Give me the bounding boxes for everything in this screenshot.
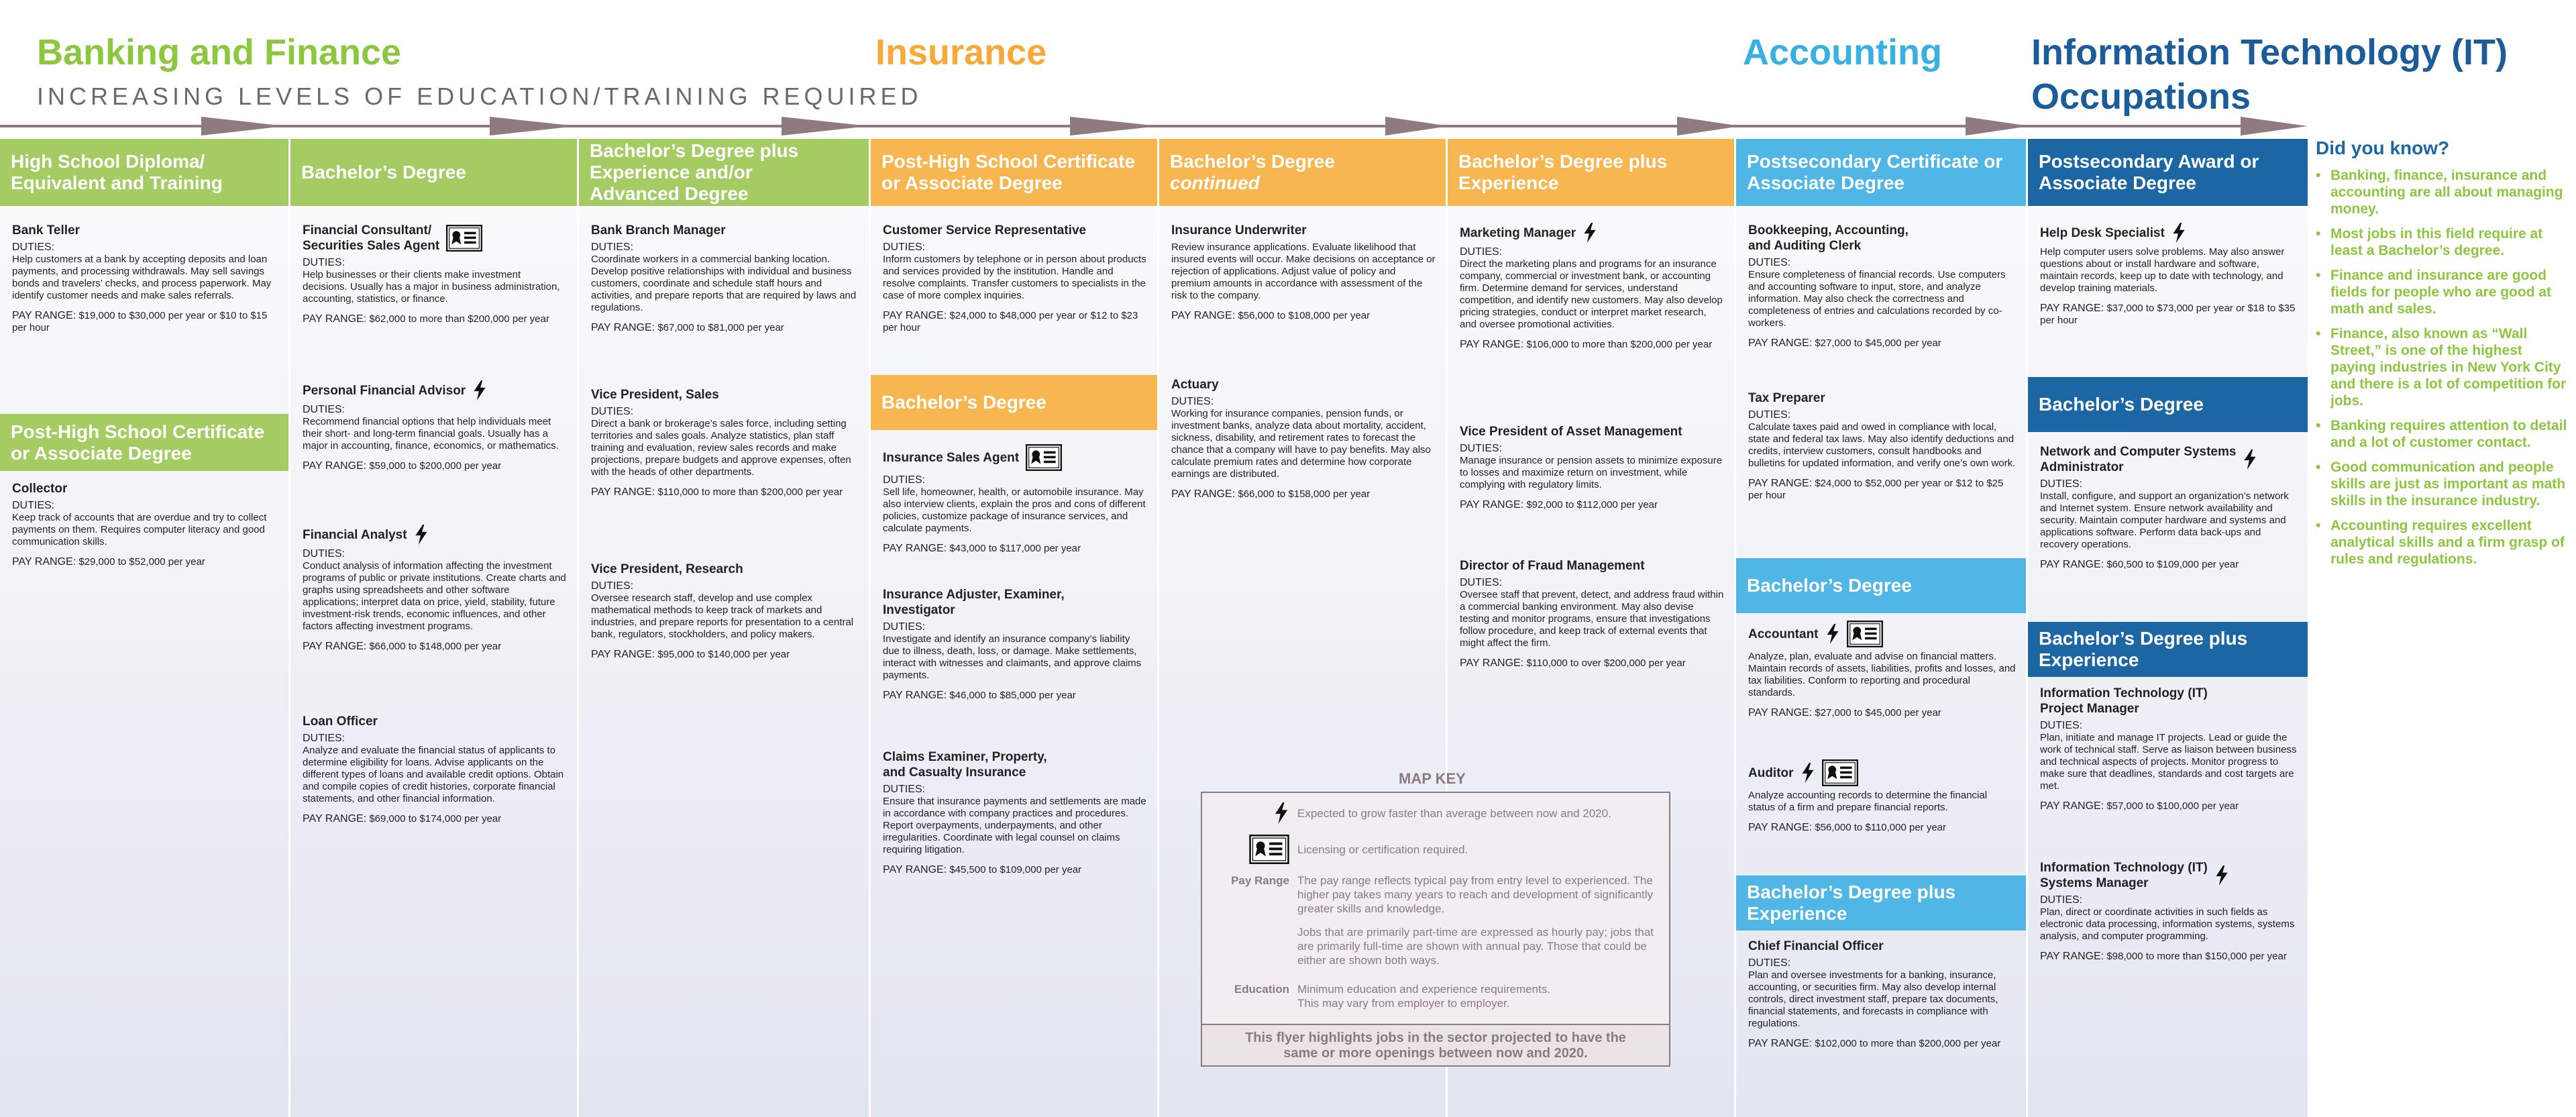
header-line: Equivalent and Training [11,172,223,193]
job-title: Bank Teller [12,223,80,237]
column-header-tertiary [2028,622,2308,677]
pay-range [591,649,859,661]
header-line: or Associate Degree [11,442,192,464]
job-personal-financial-advisor [303,380,568,472]
job-description: Working for insurance companies, pension funds, or investment banks, analyze data about mortality, accident, sickness, disability, and retirement rates to forecast the chance that a company will have to pay benefits. May also calculate premium rates and determine how corporate earnings are distributed. [1171,408,1431,480]
pay-range-label: PAY RANGE: [1460,339,1524,350]
pay-range-value: $60,500 to $109,000 per year [2106,559,2239,570]
job-description: Ensure that insurance payments and settlements are made in accordance with company practices and procedures. Report overpayments, underpayments, and other irregularities. Coordinate with legal counsel on claims requiring litigation. [883,796,1146,855]
column-header [0,139,288,206]
did-you-know-item: • Finance, also known as “Wall Street,” is one of the highest paying industries in New York City and there is a lot of competition for jobs. [2316,325,2571,409]
column-banking-high-school [0,139,288,1117]
growth-bolt-icon [2171,223,2186,243]
arrow-head-7 [1966,117,2029,136]
header-line: Bachelor’s Degree plus [2039,628,2248,649]
header-line: or Associate Degree [881,172,1063,193]
column-insurance-associate [871,139,1157,1117]
arrow-head-6 [1677,117,1741,136]
pay-range-label: PAY RANGE: [1460,657,1524,669]
header-line: Experience [1458,172,1559,193]
pay-range-value: $45,500 to $109,000 per year [949,864,1082,875]
job-title: Bank Branch Manager [591,223,726,237]
header-line: Bachelor’s Degree plus [590,140,799,161]
pay-range-label: PAY RANGE: [12,556,76,568]
duties-label: DUTIES: [591,242,634,253]
job-title: Insurance Adjuster, Examiner, Investigator [883,588,1065,617]
pay-range [883,543,1148,555]
arrow-head-8 [2241,117,2308,136]
duties-label: DUTIES: [2040,720,2083,731]
column-header-tertiary [1736,875,2026,930]
job-title: Network and Computer Systems Administrator [2040,445,2237,474]
map-key-growth-text: Expected to grow faster than average between now and 2020. [1297,807,1611,820]
header-line-continued: continued [1170,172,1260,193]
duties-label: DUTIES: [1748,257,1791,268]
job-bookkeeping-clerk [1748,223,2017,350]
section-title-it [2031,30,2508,119]
pay-range [2040,951,2298,963]
duties-label: DUTIES: [2040,894,2083,906]
pay-range-label: PAY RANGE: [12,310,76,321]
growth-bolt-icon [1801,763,1815,783]
pay-range-label: PAY RANGE: [303,641,367,652]
arrow-head-3 [782,117,869,136]
growth-bolt-icon [414,525,429,545]
duties-label: DUTIES: [591,580,634,592]
map-key-education-label: Education [1234,983,1289,996]
pay-range-value: $66,000 to $158,000 per year [1238,488,1371,500]
job-title: Help Desk Specialist [2040,225,2165,240]
pay-range-value: $56,000 to $110,000 per year [1815,822,1947,833]
pay-range-label: PAY RANGE: [883,864,947,875]
job-description: Recommend financial options that help individuals meet their short- and long-term financial goals. Usually has a major in accounting, finance, economics, or mathematics. [303,416,559,451]
pay-range [303,460,568,472]
header-line: Advanced Degree [590,183,749,204]
map-key-pay-label: Pay Range [1231,874,1289,887]
job-tax-preparer [1748,390,2017,502]
license-icon [1026,444,1062,471]
pay-range-label: PAY RANGE: [1748,707,1813,719]
duties-label: DUTIES: [1460,246,1503,258]
job-help-desk-specialist [2040,223,2298,327]
duties-label: DUTIES: [1460,443,1503,454]
duties-label: DUTIES: [2040,478,2083,490]
header-line: Bachelor’s Degree plus [1747,882,1956,902]
map-key-title: MAP KEY [1399,770,1466,787]
job-description: Plan, initiate and manage IT projects. Lead or guide the work of technical staff. Serve as liaison between business and technical aspects of projects. Monitor progress to make sure that deadlines, standards and cost targets are met. [2040,732,2297,792]
duties-label: DUTIES: [883,242,926,253]
column-header-secondary [0,414,288,471]
pay-range [1748,337,2017,350]
arrow-head-1 [201,117,285,136]
pay-range-value: $110,000 to over $200,000 per year [1526,657,1686,669]
did-you-know-title: Did you know? [2316,138,2450,158]
map-key-education-text: Minimum education and experience requirements. This may vary from employer to employer. [1297,983,1551,1010]
column-header [1448,139,1734,206]
column-header-secondary [1736,558,2026,613]
subtitle-education-levels: INCREASING LEVELS OF EDUCATION/TRAINING REQUIRED [37,83,922,110]
growth-bolt-icon [1273,802,1289,824]
job-title: Director of Fraud Management [1460,559,1645,573]
pay-range [303,313,568,325]
pay-range [12,556,279,568]
growth-bolt-icon [2243,449,2257,470]
pay-range-label: PAY RANGE: [1748,1038,1813,1049]
pay-range-label: PAY RANGE: [1460,499,1524,511]
header-line: Experience and/or [590,162,753,182]
pay-range-value: $57,000 to $100,000 per year [2106,800,2239,812]
pay-range-value: $24,000 to $48,000 per year or $12 to $23 per hour [883,310,1138,333]
arrow-head-2 [490,117,577,136]
job-description: Plan, direct or coordinate activities in such fields as electronic data processing, information systems, systems analysis, and computer programming. [2040,906,2295,942]
column-banking-bachelors [290,139,577,1117]
duties-label: DUTIES: [1748,409,1791,421]
duties-label: DUTIES: [883,474,926,486]
job-title: Accountant [1748,627,1819,641]
pay-range-label: PAY RANGE: [883,310,947,321]
job-description: Analyze, plan, evaluate and advise on financial matters. Maintain records of assets, liabilities, profits and losses, and tax liabilities. Conform to reporting and procedural standards. [1748,651,2016,698]
did-you-know-item: • Accounting requires excellent analytical skills and a firm grasp of rules and regulations. [2316,517,2571,568]
pay-range-label: PAY RANGE: [1748,478,1813,489]
job-description: Calculate taxes paid and owed in compliance with local, state and federal tax laws. May also identify deductions and credits, interview customers, consult handbooks and bulletins for updated information, and verify one’s own work. [1748,421,2016,469]
job-it-project-manager [2040,686,2298,812]
pay-range-value: $69,000 to $174,000 per year [369,813,502,825]
pay-range-label: PAY RANGE: [2040,951,2104,962]
job-actuary [1171,377,1436,500]
pay-range-value: $24,000 to $52,000 per year or $12 to $25 per hour [1748,478,2004,501]
job-bank-branch-manager [591,223,859,334]
job-loan-officer [303,714,568,825]
growth-bolt-icon [1825,624,1840,644]
job-insurance-sales-agent [883,444,1148,555]
job-description: Sell life, homeowner, health, or automobile insurance. May also interview clients, explain the pros and cons of different policies, customize package of insurance services, and calculate payments. [883,486,1146,534]
pay-range-label: PAY RANGE: [303,313,367,325]
map-key-license-text: Licensing or certification required. [1297,843,1468,856]
job-title: Chief Financial Officer [1748,939,1884,953]
job-description: Inform customers by telephone or in person about products and services provided by the institution. Handle and resolve complaints. Transfer customers to specialists in the case of more complex inquiries. [883,254,1146,301]
job-title: Loan Officer [303,714,378,729]
job-description: Plan and oversee investments for a banking, insurance, accounting, or securities firm. May also develop internal controls, direct investment staff, prepare tax documents, financial statements, and forecasts in compliance with regulations. [1748,969,1998,1029]
arrow-head-4 [1070,117,1159,136]
pay-range [1171,310,1436,322]
pay-range [303,641,568,653]
column-header-secondary [2028,377,2308,432]
section-title-insurance: Insurance [875,32,1047,72]
job-title: Tax Preparer [1748,391,1825,405]
pay-range [1748,478,2017,502]
job-vp-research [591,562,859,661]
duties-label: DUTIES: [1748,957,1791,969]
pay-range-label: PAY RANGE: [303,813,367,825]
pay-range-value: $98,000 to more than $150,000 per year [2106,951,2287,962]
job-description: Oversee staff that prevent, detect, and address fraud within a commercial banking environment. May also devise testing and monitor programs, ensure that investigations follow procedure, and keep track of external events that might affect the firm. [1460,589,1724,649]
job-description: Keep track of accounts that are overdue and try to collect payments on them. Requires computer literacy and good communication skills. [12,512,267,547]
license-icon [1822,759,1858,786]
growth-bolt-icon [472,380,487,401]
job-description: Install, configure, and support an organization’s network and Internet system. Ensure network availability and security. Maintain computer hardware and systems and applications software. Perform data back-ups and recovery operations. [2040,490,2289,550]
job-title: Financial Analyst [303,527,407,542]
pay-range [2040,800,2298,812]
education-progression-arrows [0,113,2308,140]
did-you-know-item: • Banking requires attention to detail and a lot of customer contact. [2316,417,2571,451]
job-title: Financial Consultant/ Securities Sales Agent [303,223,440,253]
pay-range [303,813,568,825]
job-auditor [1748,759,2017,834]
pay-range-label: PAY RANGE: [2040,303,2104,314]
job-description: Manage insurance or pension assets to minimize exposure to losses and maximize return on investment, while complying with regulatory limits. [1460,455,1723,490]
job-title: Bookkeeping, Accounting, and Auditing Clerk [1748,223,1909,253]
did-you-know-panel [2316,138,2571,576]
pay-range-value: $106,000 to more than $200,000 per year [1526,339,1713,350]
column-header [871,139,1157,206]
job-collector [12,481,279,568]
section-title-accounting: Accounting [1743,32,1942,72]
pay-range-value: $19,000 to $30,000 per year or $10 to $15 per hour [12,310,268,333]
pay-range-value: $43,000 to $117,000 per year [949,543,1081,554]
did-you-know-item: • Most jobs in this field require at least a Bachelor’s degree. [2316,225,2571,259]
duties-label: DUTIES: [303,257,345,268]
pay-range [1171,488,1436,500]
job-description: Help computer users solve problems. May also answer questions about or install hardware and software, maintain records, keep up to date with technology, and develop training materials. [2040,246,2285,294]
job-description: Analyze and evaluate the financial status of applicants to determine eligibility for loans. Advise applicants on the different types of loans and available credit options. Obtain and compile copies of credit histories, corporate financial statements, and other financial information. [303,745,564,804]
pay-range-value: $59,000 to $200,000 per year [369,460,502,472]
header-line: Post-High School Certificate [11,421,265,442]
pay-range [1748,707,2017,719]
job-title: Collector [12,482,68,496]
pay-range-label: PAY RANGE: [1171,310,1236,321]
pay-range-value: $46,000 to $85,000 per year [949,690,1076,701]
header-line: Associate Degree [1747,172,1905,193]
header-line: Associate Degree [2039,172,2197,193]
job-description: Conduct analysis of information affecting the investment programs of public or private institutions. Create charts and graphs using spreadsheets and other software applications; interpret data on price, yield, stability, future investment-risk trends, economic influences, and other factors affecting investment programs. [303,560,566,632]
pay-range-label: PAY RANGE: [1748,337,1813,349]
job-title: Vice President, Sales [591,388,719,402]
pay-range [1460,657,1725,670]
job-marketing-manager [1460,223,1725,351]
pay-range-value: $29,000 to $52,000 per year [78,556,205,568]
job-title: Auditor [1748,765,1794,780]
section-title-banking: Banking and Finance [37,32,402,72]
pay-range-value: $67,000 to $81,000 per year [657,322,784,333]
pay-range [2040,303,2298,327]
header-line: Experience [1747,903,1847,924]
job-insurance-underwriter [1171,223,1436,322]
header-line: Bachelor’s Degree plus [1458,151,1668,172]
license-icon [1847,621,1883,647]
pay-range [591,486,859,498]
header-line: Bachelor’s Degree [881,392,1046,413]
duties-label: DUTIES: [303,548,345,560]
job-vp-asset-management [1460,424,1725,511]
duties-label: DUTIES: [303,404,345,415]
job-it-systems-manager [2040,860,2298,963]
map-key [1201,792,1670,1067]
column-header [1736,139,2026,206]
job-title: Marketing Manager [1460,225,1576,240]
column-header-secondary [871,375,1157,430]
job-title: Claims Examiner, Property, and Casualty Insurance [883,750,1047,780]
pay-range-label: PAY RANGE: [883,543,947,554]
pay-range-value: $92,000 to $112,000 per year [1526,499,1658,511]
job-claims-examiner [883,749,1148,876]
job-description: Direct the marketing plans and programs for an insurance company, commercial or investment bank, or accounting firm. Determine demand for services, understand competition, and identify new customers. May also develop pricing strategies, conduct or interpret market research, and oversee promotional activities. [1460,258,1723,330]
did-you-know-item: • Finance and insurance are good fields for people who are good at math and sales. [2316,267,2571,317]
job-description: Coordinate workers in a commercial banking location. Develop positive relationships with individual and business customers, coordinate and schedule staff hours and activities, and prepare reports that are required by laws and regulations. [591,254,857,313]
pay-range-label: PAY RANGE: [591,649,655,660]
job-director-fraud-management [1460,558,1725,670]
pay-range-value: $110,000 to more than $200,000 per year [657,486,843,498]
header-line: Experience [2039,649,2139,670]
pay-range-label: PAY RANGE: [591,486,655,498]
pay-range-value: $66,000 to $148,000 per year [369,641,502,652]
pay-range [1460,339,1725,351]
job-title: Customer Service Representative [883,223,1087,237]
did-you-know-item: • Banking, finance, insurance and accounting are all about managing money. [2316,167,2571,217]
pay-range-label: PAY RANGE: [1171,488,1236,500]
job-description: Analyze accounting records to determine the financial status of a firm and prepare financial reports. [1748,790,1988,813]
pay-range-label: PAY RANGE: [883,690,947,701]
job-financial-consultant [303,223,568,325]
header-line: Bachelor’s Degree [301,162,466,182]
job-accountant [1748,621,2017,719]
header-line: Bachelor’s Degree [2039,394,2204,415]
job-title: Insurance Underwriter [1171,223,1307,237]
column-header [579,139,869,206]
header-line: High School Diploma/ [11,151,205,172]
pay-range-value: $62,000 to more than $200,000 per year [369,313,549,325]
pay-range [883,310,1148,334]
job-customer-service-rep [883,223,1148,334]
did-you-know-list [2316,167,2571,568]
job-title: Vice President, Research [591,562,743,576]
column-header [1159,139,1446,206]
pay-range-value: $95,000 to $140,000 per year [657,649,790,660]
job-title: Actuary [1171,378,1219,392]
column-banking-bachelors-plus [579,139,869,1117]
job-title: Information Technology (IT) Systems Manager [2040,861,2208,890]
pay-range-value: $27,000 to $45,000 per year [1815,337,1941,349]
license-icon [446,225,482,252]
job-insurance-adjuster [883,587,1148,702]
section-title-it-line2: Occupations [2031,76,2251,117]
job-title: Vice President of Asset Management [1460,425,1682,439]
license-icon [1249,835,1289,864]
pay-range-label: PAY RANGE: [591,322,655,333]
job-description: Help customers at a bank by accepting deposits and loan payments, and processing withdrawals. May sell savings bonds and travelers’ checks, and process paperwork. May identify customer needs and make sales referrals. [12,254,272,301]
job-description: Oversee research staff, develop and use complex mathematical methods to keep track of markets and industries, and prepare reports for presentation to a central bank, regulators, stockholders, and policy makers. [591,592,854,640]
column-information-technology [2028,139,2308,1117]
job-vp-sales [591,387,859,498]
job-description: Direct a bank or brokerage’s sales force, including setting territories and sales goals. Analyze statistics, plan staff training and evaluation, review sales records and make projections, prepare budgets and approve expenses, often with the heads of other departments. [591,418,851,478]
header-line: Postsecondary Certificate or [1747,151,2003,172]
duties-label: DUTIES: [12,500,55,511]
job-title: Insurance Sales Agent [883,450,1020,465]
section-title-it-line1: Information Technology (IT) [2031,32,2508,72]
arrow-head-5 [1385,117,1449,136]
map-key-footer: This flyer highlights jobs in the sector projected to have the same or more openings between now and 2020. [1202,1024,1669,1065]
column-accounting [1736,139,2026,1117]
pay-range [883,864,1148,876]
did-you-know-item: • Good communication and people skills are just as important as math skills in the insurance industry. [2316,459,2571,509]
job-network-administrator [2040,444,2298,571]
duties-label: DUTIES: [1460,577,1503,588]
pay-range-label: PAY RANGE: [303,460,367,472]
pay-range-value: $37,000 to $73,000 per year or $18 to $35 per hour [2040,303,2296,326]
header-line: Bachelor’s Degree [1747,575,1912,596]
job-description: Review insurance applications. Evaluate likelihood that insured events will occur. Make decisions on acceptance or rejection of applications. Adjust value of policy and premium amounts in accordance with assessment of the risk to the company. [1171,242,1436,301]
header-line: Bachelor’s Degree [1170,151,1335,172]
column-header [2028,139,2308,206]
duties-label: DUTIES: [1171,396,1214,407]
map-key-pay-text: The pay range reflects typical pay from entry level to experienced. The higher pay takes many years to reach and development of significantly greater skills and knowledge. [1297,874,1654,915]
header-line: Post-High School Certificate [881,151,1136,172]
duties-label: DUTIES: [303,733,345,744]
header-line: Postsecondary Award or [2039,151,2259,172]
duties-label: DUTIES: [12,242,55,253]
pay-range-label: PAY RANGE: [1748,822,1813,833]
job-financial-analyst [303,525,568,653]
duties-label: DUTIES: [883,621,926,633]
pay-range-value: $27,000 to $45,000 per year [1815,707,1941,719]
pay-range [12,310,279,334]
pay-range-label: PAY RANGE: [2040,800,2104,812]
job-chief-financial-officer [1748,939,2017,1050]
job-title: Personal Financial Advisor [303,383,466,398]
pay-range-value: $56,000 to $108,000 per year [1238,310,1371,321]
job-title: Information Technology (IT) Project Manager [2040,686,2208,716]
job-description: Help businesses or their clients make investment decisions. Usually has a major in business administration, accounting, statistics, or finance. [303,269,560,305]
column-header [290,139,577,206]
job-bank-teller [12,223,279,334]
map-key-pay-text-2: Jobs that are primarily part-time are expressed as hourly pay; jobs that are primarily full-time are shown with annual pay. Those that could be either are shown both ways. [1297,926,1654,967]
duties-label: DUTIES: [591,406,634,417]
pay-range [883,690,1148,702]
pay-range [1748,1038,2017,1050]
pay-range [1460,499,1725,511]
job-description: Investigate and identify an insurance company’s liability due to illness, death, loss, or damage. Make settlements, interact with witnesses and claimants, and approve claims payments. [883,633,1142,681]
growth-bolt-icon [1582,223,1597,243]
pay-range [591,322,859,334]
duties-label: DUTIES: [883,784,926,795]
pay-range [1748,822,2017,834]
pay-range-label: PAY RANGE: [2040,559,2104,570]
pay-range-value: $102,000 to more than $200,000 per year [1815,1038,2001,1049]
growth-bolt-icon [2214,865,2229,886]
job-description: Ensure completeness of financial records. Use computers and accounting software to input, store, and analyze information. May also check the correctness and completeness of entries and calculations recorded by co-workers. [1748,269,2006,329]
pay-range [2040,559,2298,571]
